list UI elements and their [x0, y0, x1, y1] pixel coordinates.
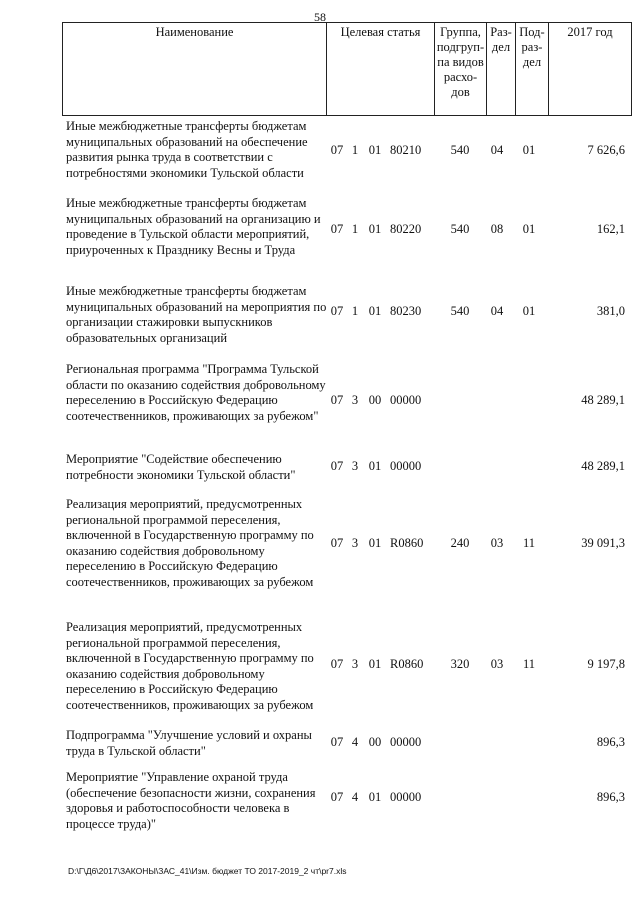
- row-name: Мероприятие "Управление охраной труда (обеспечение безопасности жизни, сохранения здоровья и работоспособности человека в процессе труда)": [66, 770, 316, 831]
- row-group: 540: [450, 222, 470, 236]
- header-subsection: Под-раз-дел: [516, 23, 549, 116]
- row-code-3: 01: [368, 459, 382, 473]
- row-code-1: 07: [330, 735, 344, 749]
- row-value: 48 289,1: [581, 393, 625, 407]
- row-group: 320: [450, 657, 470, 671]
- row-code-2: 1: [351, 143, 359, 157]
- row-code-2: 3: [351, 657, 359, 671]
- row-code-2: 3: [351, 536, 359, 550]
- header-year: 2017 год: [549, 23, 632, 116]
- row-subsection: 01: [522, 222, 536, 236]
- header-group: Группа, подгруп-па видов расхо-дов: [435, 23, 487, 116]
- row-name: Иные межбюджетные трансферты бюджетам муниципальных образований на организацию и проведение в Тульской области мероприятий, приуроченных к Празднику Весны и Труда: [66, 196, 321, 257]
- header-target-article: Целевая статья: [327, 23, 435, 116]
- row-name: Иные межбюджетные трансферты бюджетам муниципальных образований на обеспечение развития рынка труда в соответствии с потребностями экономики Тульской области: [66, 119, 308, 180]
- row-value: 896,3: [596, 790, 625, 804]
- row-code-3: 00: [368, 735, 382, 749]
- row-code-1: 07: [330, 790, 344, 804]
- header-name: Наименование: [63, 23, 327, 116]
- row-name: Реализация мероприятий, предусмотренных региональной программой переселения, включенной в Государственную программу по оказанию содействия добровольному переселению в Российскую Федерацию соотечественников, проживающих за рубежом: [66, 497, 314, 589]
- row-value: 39 091,3: [581, 536, 625, 550]
- row-code-4: 00000: [390, 735, 422, 749]
- row-code-4: 00000: [390, 393, 422, 407]
- row-code-4: R0860: [390, 657, 424, 671]
- row-code-2: 4: [351, 790, 359, 804]
- row-name: Региональная программа "Программа Тульской области по оказанию содействия добровольному переселению в Российскую Федерацию соотечественников, проживающих за рубежом": [66, 362, 326, 423]
- row-group: 540: [450, 143, 470, 157]
- footer-file-path: D:\Г\Д6\2017\ЗАКОНЫ\ЗАС_41\Изм. бюджет ТО 2017-2019_2 чт\pr7.xls: [68, 866, 347, 876]
- row-code-1: 07: [330, 459, 344, 473]
- row-value: 9 197,8: [587, 657, 625, 671]
- row-code-3: 01: [368, 304, 382, 318]
- row-code-2: 1: [351, 304, 359, 318]
- row-code-1: 07: [330, 536, 344, 550]
- row-group: 540: [450, 304, 470, 318]
- row-code-3: 00: [368, 393, 382, 407]
- row-code-1: 07: [330, 393, 344, 407]
- row-code-4: 80220: [390, 222, 422, 236]
- row-section: 04: [490, 304, 504, 318]
- row-subsection: 11: [522, 536, 536, 550]
- row-code-4: 80210: [390, 143, 422, 157]
- row-section: 04: [490, 143, 504, 157]
- header-section: Раз-дел: [487, 23, 516, 116]
- row-value: 7 626,6: [587, 143, 625, 157]
- row-code-3: 01: [368, 790, 382, 804]
- row-name: Подпрограмма "Улучшение условий и охраны труда в Тульской области": [66, 728, 312, 758]
- row-code-2: 4: [351, 735, 359, 749]
- row-code-2: 1: [351, 222, 359, 236]
- row-code-4: 80230: [390, 304, 422, 318]
- row-name: Иные межбюджетные трансферты бюджетам муниципальных образований на мероприятия по организации стажировки выпускников образовательных организаций: [66, 284, 327, 345]
- row-subsection: 01: [522, 143, 536, 157]
- row-code-2: 3: [351, 459, 359, 473]
- page-number: 58: [314, 10, 326, 24]
- row-section: 08: [490, 222, 504, 236]
- row-code-4: 00000: [390, 790, 422, 804]
- row-section: 03: [490, 657, 504, 671]
- row-code-1: 07: [330, 304, 344, 318]
- row-subsection: 11: [522, 657, 536, 671]
- row-code-1: 07: [330, 657, 344, 671]
- row-code-3: 01: [368, 222, 382, 236]
- row-code-4: R0860: [390, 536, 424, 550]
- row-code-4: 00000: [390, 459, 422, 473]
- row-code-3: 01: [368, 143, 382, 157]
- row-value: 896,3: [596, 735, 625, 749]
- row-code-1: 07: [330, 143, 344, 157]
- row-code-3: 01: [368, 536, 382, 550]
- row-name: Реализация мероприятий, предусмотренных региональной программой переселения, включенной в Государственную программу по оказанию содействия добровольному переселению в Российскую Федерацию соотечественников, проживающих за рубежом: [66, 620, 314, 712]
- row-code-2: 3: [351, 393, 359, 407]
- row-code-1: 07: [330, 222, 344, 236]
- table-header: [62, 22, 632, 116]
- row-value: 162,1: [596, 222, 625, 236]
- row-name: Мероприятие "Содействие обеспечению потребности экономики Тульской области": [66, 452, 296, 482]
- row-code-3: 01: [368, 657, 382, 671]
- row-value: 381,0: [596, 304, 625, 318]
- row-group: 240: [450, 536, 470, 550]
- row-subsection: 01: [522, 304, 536, 318]
- row-value: 48 289,1: [581, 459, 625, 473]
- row-section: 03: [490, 536, 504, 550]
